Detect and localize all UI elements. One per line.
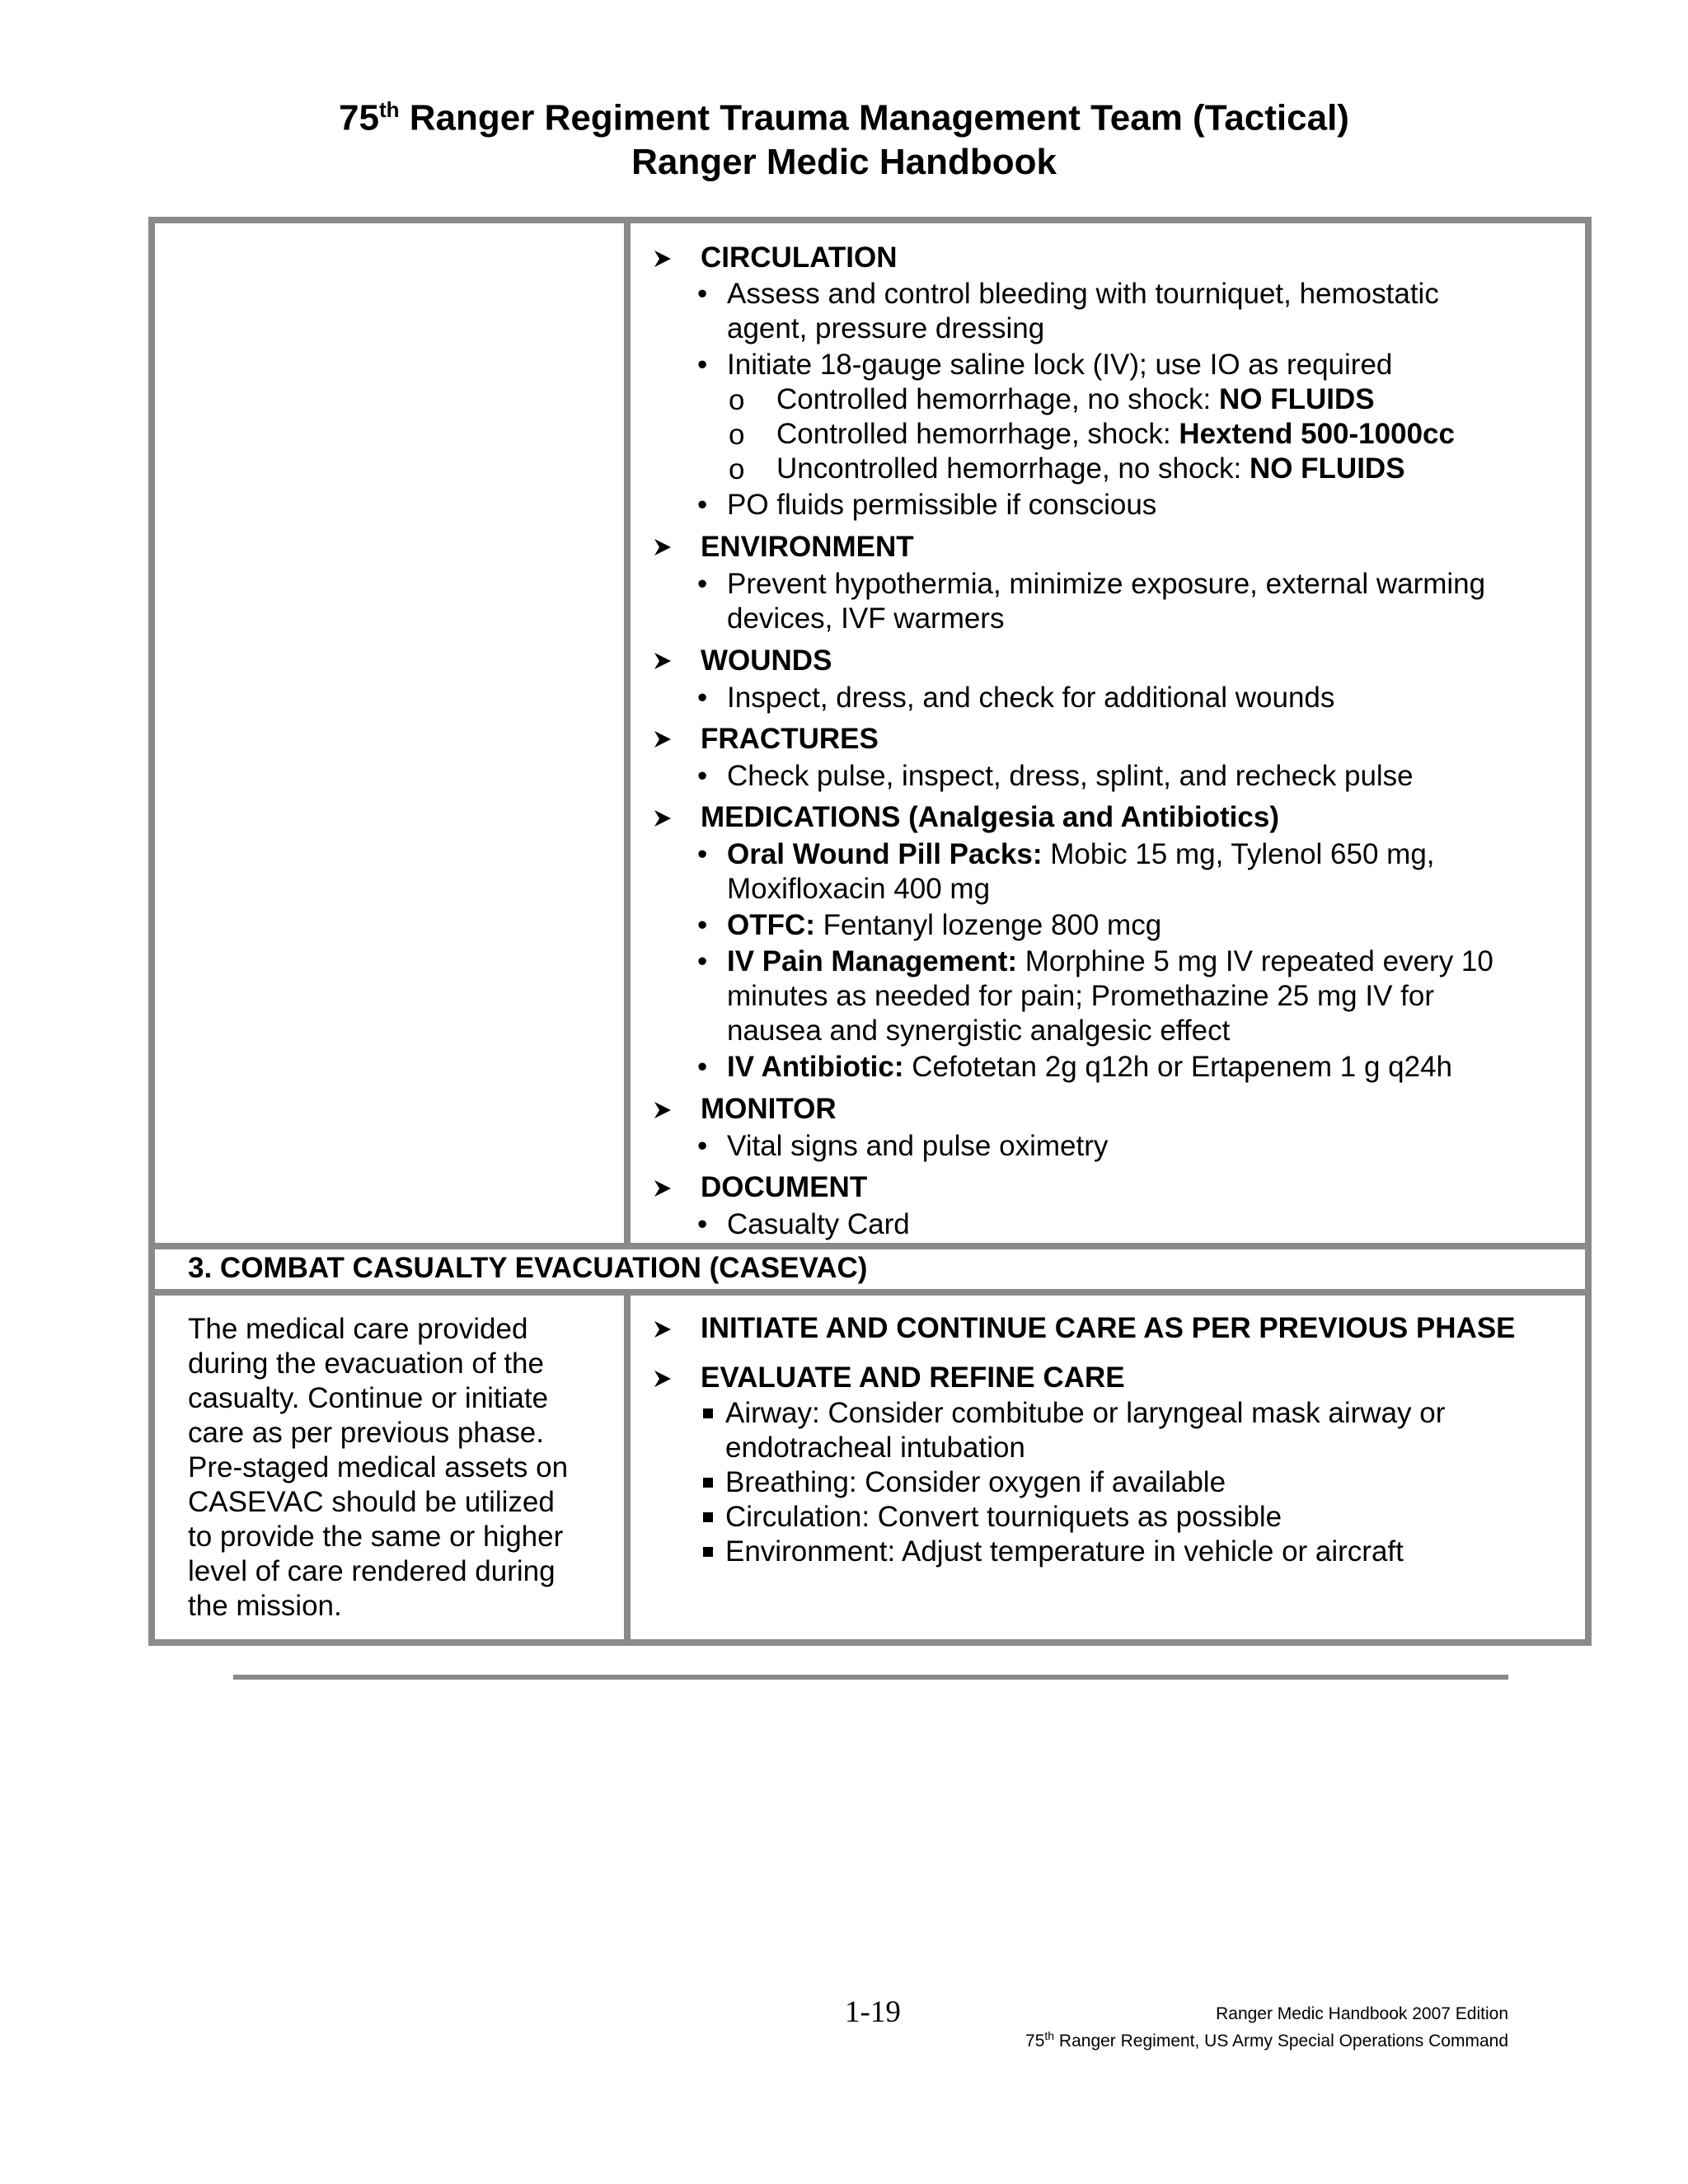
casevac-item-4: Environment: Adjust temperature in vehicle or aircraft [725,1535,1404,1568]
bullet-icon: • [697,489,708,521]
description-line: to provide the same or higher [188,1521,564,1553]
wounds-heading: WOUNDS [701,644,832,677]
circulation-item-2: Initiate 18-gauge saline lock (IV); use IO as required [727,349,1393,381]
fractures-heading: FRACTURES [701,723,879,755]
description-line: The medical care provided [188,1313,528,1345]
circulation-subitem-1: Controlled hemorrhage, no shock: NO FLUIDS [776,383,1375,415]
arrow-bullet-icon [653,537,673,557]
page-number: 1-19 [845,1995,901,2029]
arrow-bullet-icon [653,729,673,749]
page-subtitle: Ranger Medic Handbook [631,142,1057,182]
arrow-bullet-icon [653,651,673,671]
description-line: level of care rendered during [188,1555,556,1587]
description-line: CASEVAC should be utilized [188,1486,555,1518]
medications-item-3-line-2: minutes as needed for pain; Promethazine 25 mg IV for [727,980,1434,1012]
environment-item-1-line-1: Prevent hypothermia, minimize exposure, external warming [727,568,1486,600]
description-line: Pre-staged medical assets on [188,1451,569,1483]
square-bullet-icon [703,1478,713,1488]
description-line: casualty. Continue or initiate [188,1382,549,1414]
wounds-item-1: Inspect, dress, and check for additional wounds [727,682,1335,714]
medications-item-1: Oral Wound Pill Packs: Mobic 15 mg, Tylenol 650 mg, [727,838,1435,870]
horizontal-rule [233,1675,1508,1680]
circulation-item-1-line-1: Assess and control bleeding with tourniquet, hemostatic [727,278,1439,310]
circulation-heading: CIRCULATION [701,241,898,274]
bullet-icon: • [697,682,708,714]
medications-item-3-line-3: nausea and synergistic analgesic effect [727,1015,1231,1047]
circle-bullet-icon: o [729,453,745,485]
casevac-heading-1: INITIATE AND CONTINUE CARE AS PER PREVIOUS PHASE [701,1312,1516,1344]
bullet-icon: • [697,760,708,792]
bullet-icon: • [697,838,708,870]
circulation-item-3: PO fluids permissible if conscious [727,489,1157,521]
casevac-section-title: 3. COMBAT CASUALTY EVACUATION (CASEVAC) [188,1252,868,1284]
casevac-item-3: Circulation: Convert tourniquets as possible [725,1501,1282,1533]
arrow-bullet-icon [653,808,673,828]
fractures-item-1: Check pulse, inspect, dress, splint, and recheck pulse [727,760,1414,792]
monitor-item-1: Vital signs and pulse oximetry [727,1130,1109,1162]
arrow-bullet-icon [653,249,673,269]
environment-heading: ENVIRONMENT [701,531,914,563]
table-cell-left-empty [152,220,627,1246]
bullet-icon: • [697,1051,708,1083]
document-item-1: Casualty Card [727,1208,910,1240]
casevac-item-2: Breathing: Consider oxygen if available [725,1466,1226,1498]
medications-item-4: IV Antibiotic: Cefotetan 2g q12h or Ertapenem 1 g q24h [727,1051,1452,1083]
footer-organization: 75th Ranger Regiment, US Army Special Operations Command [1025,2029,1508,2050]
title-superscript: th [378,97,400,122]
page-title [0,97,1688,139]
description-line: during the evacuation of the [188,1347,544,1380]
square-bullet-icon [703,1408,713,1418]
arrow-bullet-icon [653,1319,673,1339]
bullet-icon: • [697,945,708,977]
casevac-item-1-line-1: Airway: Consider combitube or laryngeal mask airway or [725,1397,1446,1429]
circulation-item-1-line-2: agent, pressure dressing [727,312,1045,344]
environment-item-1-line-2: devices, IVF warmers [727,602,1005,635]
description-line: the mission. [188,1590,342,1622]
bullet-icon: • [697,1208,708,1240]
bullet-icon: • [697,278,708,310]
circulation-subitem-3: Uncontrolled hemorrhage, no shock: NO FLUIDS [776,452,1405,485]
title-number: 75 [339,97,379,138]
arrow-bullet-icon [653,1369,673,1389]
casevac-item-1-line-2: endotracheal intubation [725,1432,1025,1464]
circle-bullet-icon: o [729,384,745,416]
circulation-subitem-2: Controlled hemorrhage, shock: Hextend 500-1000cc [776,418,1455,450]
document-heading: DOCUMENT [701,1171,868,1203]
bullet-icon: • [697,349,708,381]
arrow-bullet-icon [653,1179,673,1198]
medications-heading: MEDICATIONS (Analgesia and Antibiotics) [701,801,1279,833]
casevac-heading-2: EVALUATE AND REFINE CARE [701,1361,1125,1394]
medications-item-1-line-2: Moxifloxacin 400 mg [727,873,991,905]
circle-bullet-icon: o [729,419,745,451]
description-line: care as per previous phase. [188,1417,544,1449]
square-bullet-icon [703,1547,713,1557]
title-text: Ranger Regiment Trauma Management Team (Tactical) [399,97,1349,138]
bullet-icon: • [697,568,708,600]
bullet-icon: • [697,1130,708,1162]
square-bullet-icon [703,1512,713,1522]
bullet-icon: • [697,909,708,941]
monitor-heading: MONITOR [701,1093,837,1125]
medications-item-2: OTFC: Fentanyl lozenge 800 mcg [727,909,1162,941]
medications-item-3: IV Pain Management: Morphine 5 mg IV repeated every 10 [727,945,1493,977]
arrow-bullet-icon [653,1100,673,1120]
footer-edition: Ranger Medic Handbook 2007 Edition [1216,2004,1508,2023]
